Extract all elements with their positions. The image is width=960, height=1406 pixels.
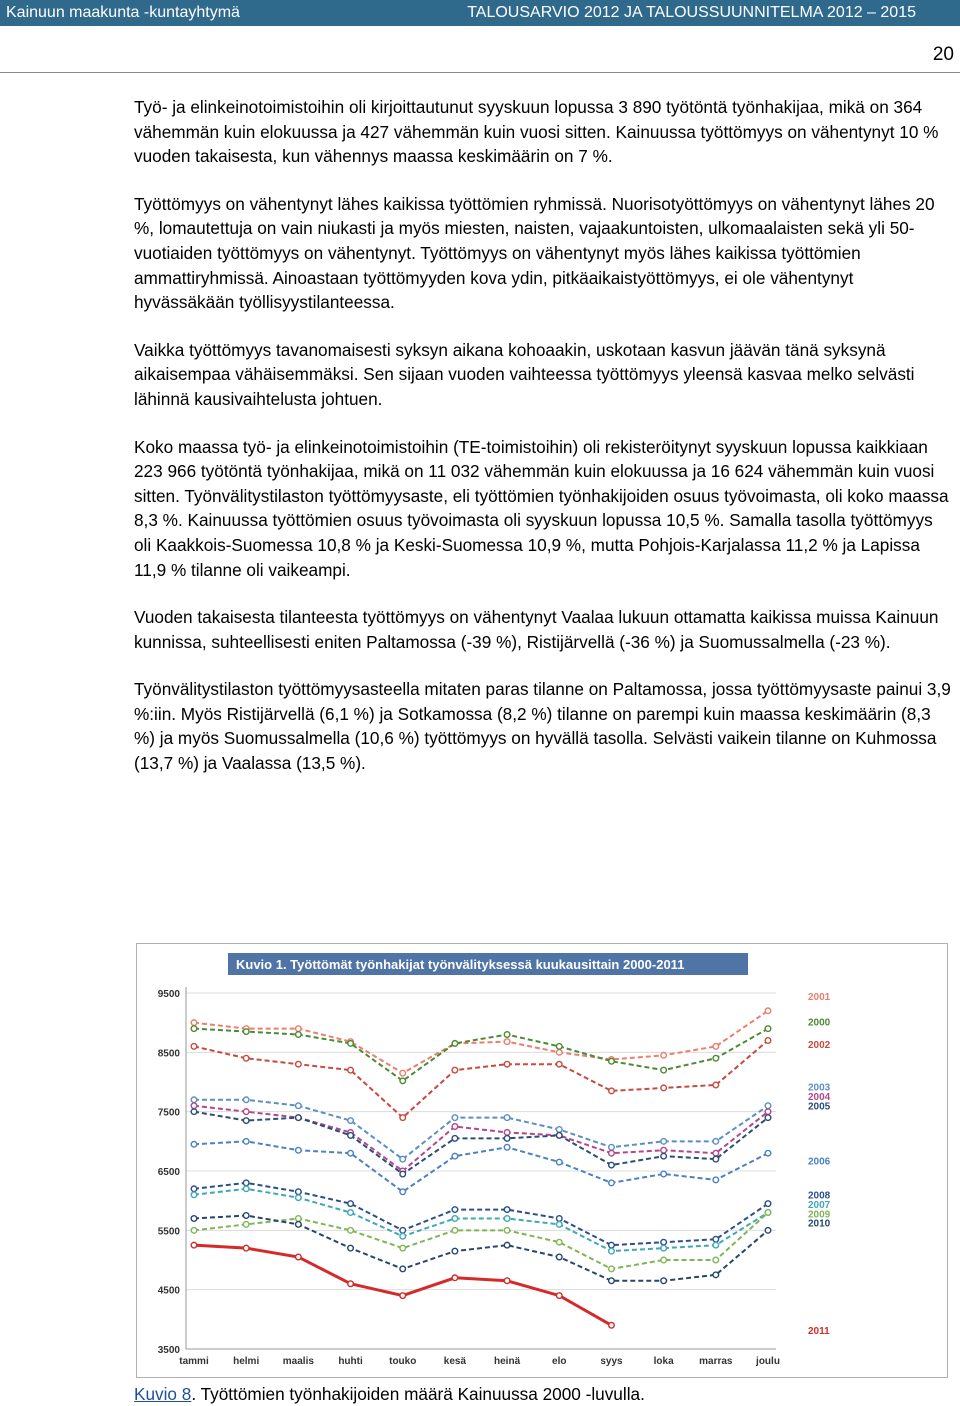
data-point-2003 bbox=[765, 1103, 771, 1109]
data-point-2007 bbox=[348, 1210, 354, 1216]
paragraph: Koko maassa työ- ja elinkeinotoimistoihin (TE-toimistoihin) oli rekisteröitynyt syyskuun lopussa kaikkiaan 223 966 työtöntä työnhakijaa, mikä on 11 032 vähemmän kuin elokuussa ja 16 624 vähemmän kuin vuosi sitten. Työnvälitystilaston työttömyysaste, eli työttömien työnhakijoiden osuus työvoimasta, oli koko maassa 8,3 %. Kainuussa työttömien osuus työvoimasta oli syyskuun lopussa 10,5 %. Samalla tasolla työttömyys oli Kaakkois-Suomessa 10,8 % ja Keski-Suomessa 10,9 %, mutta Pohjois-Karjalassa 11,2 % ja Lapissa 11,9 % tilanne oli vaikeampi. bbox=[134, 436, 949, 580]
data-point-2011 bbox=[296, 1254, 302, 1260]
data-point-2008 bbox=[243, 1180, 249, 1186]
data-point-2000 bbox=[713, 1055, 719, 1061]
data-point-2009 bbox=[661, 1257, 667, 1263]
x-tick-label: maalis bbox=[282, 1356, 314, 1367]
legend-label-2011: 2011 bbox=[808, 1326, 830, 1338]
data-point-2001 bbox=[400, 1070, 406, 1076]
data-point-2004 bbox=[243, 1109, 249, 1115]
data-point-2011 bbox=[243, 1245, 249, 1251]
paragraph: Työttömyys on vähentynyt lähes kaikissa työttömien ryhmissä. Nuorisotyöttömyys on vähentynyt lähes 20 %, lomautettuja on vain niukasti ja myös miesten, naisten, vajaakuntoisten, ulkomaalaisten sekä yli 50-vuotiaiden työttömyys on vähentynyt. Työttömyys on vähentynyt myös lähes kaikissa työttömien ammattiryhmissä. Ainoastaan työttömyyden kova ydin, pitkäaikaistyöttömyys, ei ole vähentynyt hyvässäkään työllisyystilanteessa. bbox=[134, 193, 935, 313]
data-point-2002 bbox=[609, 1088, 615, 1094]
data-point-2002 bbox=[348, 1067, 354, 1073]
x-tick-label: touko bbox=[389, 1356, 417, 1367]
data-point-2009 bbox=[556, 1239, 562, 1245]
data-point-2006 bbox=[243, 1139, 249, 1145]
data-point-2005 bbox=[191, 1109, 197, 1115]
data-point-2009 bbox=[609, 1266, 615, 1272]
data-point-2000 bbox=[765, 1026, 771, 1032]
data-point-2000 bbox=[661, 1067, 667, 1073]
data-point-2004 bbox=[661, 1147, 667, 1153]
data-point-2003 bbox=[348, 1118, 354, 1124]
x-tick-label: loka bbox=[653, 1356, 674, 1367]
x-tick-label: syys bbox=[600, 1356, 623, 1367]
data-point-2005 bbox=[609, 1162, 615, 1168]
data-point-2011 bbox=[556, 1293, 562, 1299]
paragraph: Työnvälitystilaston työttömyysasteella mitaten paras tilanne on Paltamossa, jossa työttömyysaste painui 3,9 %:iin. Myös Ristijärvellä (6,1 %) ja Sotkamossa (8,2 %) tilanne on parempi kuin maassa keskimäärin (8,3 %) ja myös Suomussalmella (10,6 %) työttömyys on hyvällä tasolla. Selvästi vaikein tilanne on Kuhmossa (13,7 %) ja Vaalassa (13,5 %). bbox=[134, 679, 951, 774]
data-point-2003 bbox=[713, 1139, 719, 1145]
data-point-2009 bbox=[243, 1222, 249, 1228]
data-point-2006 bbox=[661, 1171, 667, 1177]
data-point-2010 bbox=[609, 1278, 615, 1284]
data-point-2006 bbox=[556, 1159, 562, 1165]
x-tick-label: kesä bbox=[443, 1356, 467, 1367]
data-point-2004 bbox=[452, 1124, 458, 1130]
data-point-2008 bbox=[504, 1207, 510, 1213]
data-point-2001 bbox=[713, 1044, 719, 1050]
data-point-2008 bbox=[452, 1207, 458, 1213]
data-point-2005 bbox=[556, 1133, 562, 1139]
data-point-2002 bbox=[556, 1061, 562, 1067]
data-point-2007 bbox=[661, 1245, 667, 1251]
data-point-2007 bbox=[191, 1192, 197, 1198]
page-number: 20 bbox=[932, 44, 954, 65]
data-point-2008 bbox=[661, 1239, 667, 1245]
data-point-2010 bbox=[661, 1278, 667, 1284]
data-point-2010 bbox=[296, 1222, 302, 1228]
data-point-2001 bbox=[296, 1026, 302, 1032]
legend-label-2007: 2007 bbox=[808, 1200, 831, 1212]
x-tick-label: helmi bbox=[233, 1356, 260, 1367]
data-point-2009 bbox=[713, 1257, 719, 1263]
data-point-2002 bbox=[191, 1044, 197, 1050]
data-point-2000 bbox=[452, 1041, 458, 1047]
legend-label-2005: 2005 bbox=[808, 1101, 831, 1113]
legend-label-2010: 2010 bbox=[808, 1218, 831, 1230]
data-point-2003 bbox=[243, 1097, 249, 1103]
data-point-2006 bbox=[191, 1142, 197, 1148]
legend-label-2002: 2002 bbox=[808, 1040, 831, 1052]
data-point-2009 bbox=[452, 1228, 458, 1234]
data-point-2004 bbox=[713, 1150, 719, 1156]
data-point-2008 bbox=[765, 1201, 771, 1207]
data-point-2006 bbox=[400, 1189, 406, 1195]
data-point-2002 bbox=[243, 1055, 249, 1061]
data-point-2005 bbox=[765, 1115, 771, 1121]
data-point-2007 bbox=[243, 1186, 249, 1192]
data-point-2011 bbox=[348, 1281, 354, 1287]
paragraph: Vaikka työttömyys tavanomaisesti syksyn aikana kohoaakin, uskotaan kasvun jäävän tänä syksynä aikaisempaa vähäisemmäksi. Sen sijaan vuoden vaihteessa työttömyys yleensä kasvaa melko selvästi lähinnä kausivaihtelusta johtuen. bbox=[134, 339, 915, 409]
data-point-2007 bbox=[504, 1216, 510, 1222]
data-point-2008 bbox=[713, 1236, 719, 1242]
data-point-2008 bbox=[348, 1201, 354, 1207]
data-point-2007 bbox=[713, 1242, 719, 1248]
data-point-2008 bbox=[400, 1228, 406, 1234]
data-point-2007 bbox=[452, 1216, 458, 1222]
data-point-2002 bbox=[400, 1115, 406, 1121]
data-point-2006 bbox=[348, 1150, 354, 1156]
data-point-2006 bbox=[296, 1147, 302, 1153]
data-point-2004 bbox=[765, 1109, 771, 1115]
data-point-2009 bbox=[348, 1228, 354, 1234]
data-point-2004 bbox=[191, 1103, 197, 1109]
data-point-2010 bbox=[400, 1266, 406, 1272]
legend-label-2004: 2004 bbox=[808, 1092, 831, 1104]
data-point-2000 bbox=[348, 1041, 354, 1047]
data-point-2000 bbox=[400, 1078, 406, 1084]
data-point-2003 bbox=[556, 1127, 562, 1133]
legend-label-2003: 2003 bbox=[808, 1082, 831, 1094]
data-point-2011 bbox=[609, 1322, 615, 1328]
paragraph: Työ- ja elinkeinotoimistoihin oli kirjoittautunut syyskuun lopussa 3 890 työtöntä työnhakijaa, mikä on 364 vähemmän kuin elokuussa ja 427 vähemmän kuin vuosi sitten. Kainuussa työttömyys on vähentynyt 10 % vuoden takaisesta, kun vähennys maassa keskimäärin on 7 %. bbox=[134, 97, 939, 167]
data-point-2004 bbox=[609, 1150, 615, 1156]
data-point-2003 bbox=[452, 1115, 458, 1121]
data-point-2008 bbox=[296, 1189, 302, 1195]
data-point-2001 bbox=[661, 1053, 667, 1059]
data-point-2010 bbox=[713, 1272, 719, 1278]
y-tick-label: 8500 bbox=[157, 1048, 180, 1060]
data-point-2003 bbox=[191, 1097, 197, 1103]
data-point-2000 bbox=[243, 1029, 249, 1035]
data-point-2011 bbox=[452, 1275, 458, 1281]
data-point-2003 bbox=[296, 1103, 302, 1109]
data-point-2011 bbox=[504, 1278, 510, 1284]
header-rule bbox=[0, 72, 960, 73]
data-point-2007 bbox=[609, 1248, 615, 1254]
data-point-2005 bbox=[504, 1136, 510, 1142]
chart-figure bbox=[136, 943, 948, 1378]
data-point-2006 bbox=[713, 1177, 719, 1183]
x-tick-label: huhti bbox=[338, 1356, 363, 1367]
page-header bbox=[0, 0, 960, 26]
data-point-2001 bbox=[191, 1020, 197, 1026]
data-point-2002 bbox=[504, 1061, 510, 1067]
data-point-2000 bbox=[191, 1026, 197, 1032]
data-point-2005 bbox=[661, 1153, 667, 1159]
y-tick-label: 4500 bbox=[157, 1285, 180, 1297]
data-point-2005 bbox=[243, 1118, 249, 1124]
data-point-2005 bbox=[400, 1171, 406, 1177]
data-point-2000 bbox=[556, 1044, 562, 1050]
legend-label-2001: 2001 bbox=[808, 991, 831, 1003]
x-tick-label: elo bbox=[552, 1356, 567, 1367]
header-organization: Kainuun maakunta -kuntayhtymä bbox=[6, 4, 240, 21]
y-tick-label: 5500 bbox=[157, 1226, 180, 1238]
data-point-2009 bbox=[296, 1216, 302, 1222]
legend-label-2006: 2006 bbox=[808, 1156, 831, 1168]
data-point-2008 bbox=[609, 1242, 615, 1248]
caption-text: . Työttömien työnhakijoiden määrä Kainuussa 2000 -luvulla. bbox=[191, 1384, 645, 1404]
data-point-2003 bbox=[661, 1139, 667, 1145]
data-point-2009 bbox=[191, 1228, 197, 1234]
data-point-2005 bbox=[348, 1133, 354, 1139]
data-point-2005 bbox=[296, 1115, 302, 1121]
data-point-2011 bbox=[400, 1293, 406, 1299]
data-point-2008 bbox=[191, 1186, 197, 1192]
data-point-2005 bbox=[452, 1136, 458, 1142]
header-document-title: TALOUSARVIO 2012 JA TALOUSSUUNNITELMA 2012 – 2015 bbox=[467, 4, 916, 21]
data-point-2007 bbox=[556, 1222, 562, 1228]
y-tick-label: 6500 bbox=[157, 1167, 180, 1178]
legend-label-2009: 2009 bbox=[808, 1209, 831, 1221]
data-point-2010 bbox=[348, 1245, 354, 1251]
data-point-2003 bbox=[504, 1115, 510, 1121]
data-point-2003 bbox=[400, 1156, 406, 1162]
data-point-2002 bbox=[713, 1082, 719, 1088]
legend-label-2008: 2008 bbox=[808, 1190, 831, 1202]
data-point-2009 bbox=[765, 1210, 771, 1216]
y-tick-label: 3500 bbox=[157, 1345, 180, 1356]
data-point-2006 bbox=[452, 1153, 458, 1159]
data-point-2002 bbox=[452, 1067, 458, 1073]
chart-title: Kuvio 1. Työttömät työnhakijat työnvälityksessä kuukausittain 2000-2011 bbox=[236, 957, 685, 972]
x-tick-label: tammi bbox=[179, 1356, 209, 1367]
data-point-2006 bbox=[609, 1180, 615, 1186]
x-tick-label: joulu bbox=[756, 1356, 780, 1367]
legend-label-2000: 2000 bbox=[808, 1017, 831, 1029]
data-point-2010 bbox=[243, 1213, 249, 1219]
data-point-2007 bbox=[296, 1195, 302, 1201]
data-point-2006 bbox=[504, 1144, 510, 1150]
data-point-2009 bbox=[400, 1245, 406, 1251]
line-chart bbox=[136, 943, 948, 1378]
data-point-2002 bbox=[661, 1085, 667, 1091]
data-point-2002 bbox=[765, 1038, 771, 1044]
paragraph: Vuoden takaisesta tilanteesta työttömyys on vähentynyt Vaalaa lukuun ottamatta kaikissa muissa Kainuun kunnissa, suhteellisesti eniten Paltamossa (-39 %), Ristijärvellä (-36 %) ja Suomussalmella (-23 %). bbox=[134, 607, 939, 652]
data-point-2003 bbox=[609, 1144, 615, 1150]
figure-caption bbox=[134, 1382, 645, 1406]
y-tick-label: 7500 bbox=[157, 1107, 180, 1119]
data-point-2010 bbox=[504, 1242, 510, 1248]
data-point-2010 bbox=[765, 1228, 771, 1234]
data-point-2008 bbox=[556, 1216, 562, 1222]
data-point-2002 bbox=[296, 1061, 302, 1067]
data-point-2004 bbox=[504, 1130, 510, 1136]
data-point-2000 bbox=[609, 1058, 615, 1064]
x-tick-label: marras bbox=[699, 1356, 733, 1367]
data-point-2001 bbox=[556, 1050, 562, 1056]
x-tick-label: heinä bbox=[494, 1356, 521, 1367]
data-point-2006 bbox=[765, 1150, 771, 1156]
y-tick-label: 9500 bbox=[157, 989, 180, 1000]
data-point-2011 bbox=[191, 1242, 197, 1248]
data-point-2007 bbox=[400, 1233, 406, 1239]
body-text bbox=[134, 95, 952, 799]
data-point-2010 bbox=[556, 1254, 562, 1260]
data-point-2010 bbox=[452, 1248, 458, 1254]
caption-label: Kuvio 8 bbox=[134, 1384, 192, 1404]
data-point-2001 bbox=[765, 1008, 771, 1014]
data-point-2010 bbox=[191, 1216, 197, 1222]
data-point-2009 bbox=[504, 1228, 510, 1234]
data-point-2005 bbox=[713, 1156, 719, 1162]
data-point-2000 bbox=[504, 1032, 510, 1038]
data-point-2000 bbox=[296, 1032, 302, 1038]
data-point-2001 bbox=[504, 1039, 510, 1045]
